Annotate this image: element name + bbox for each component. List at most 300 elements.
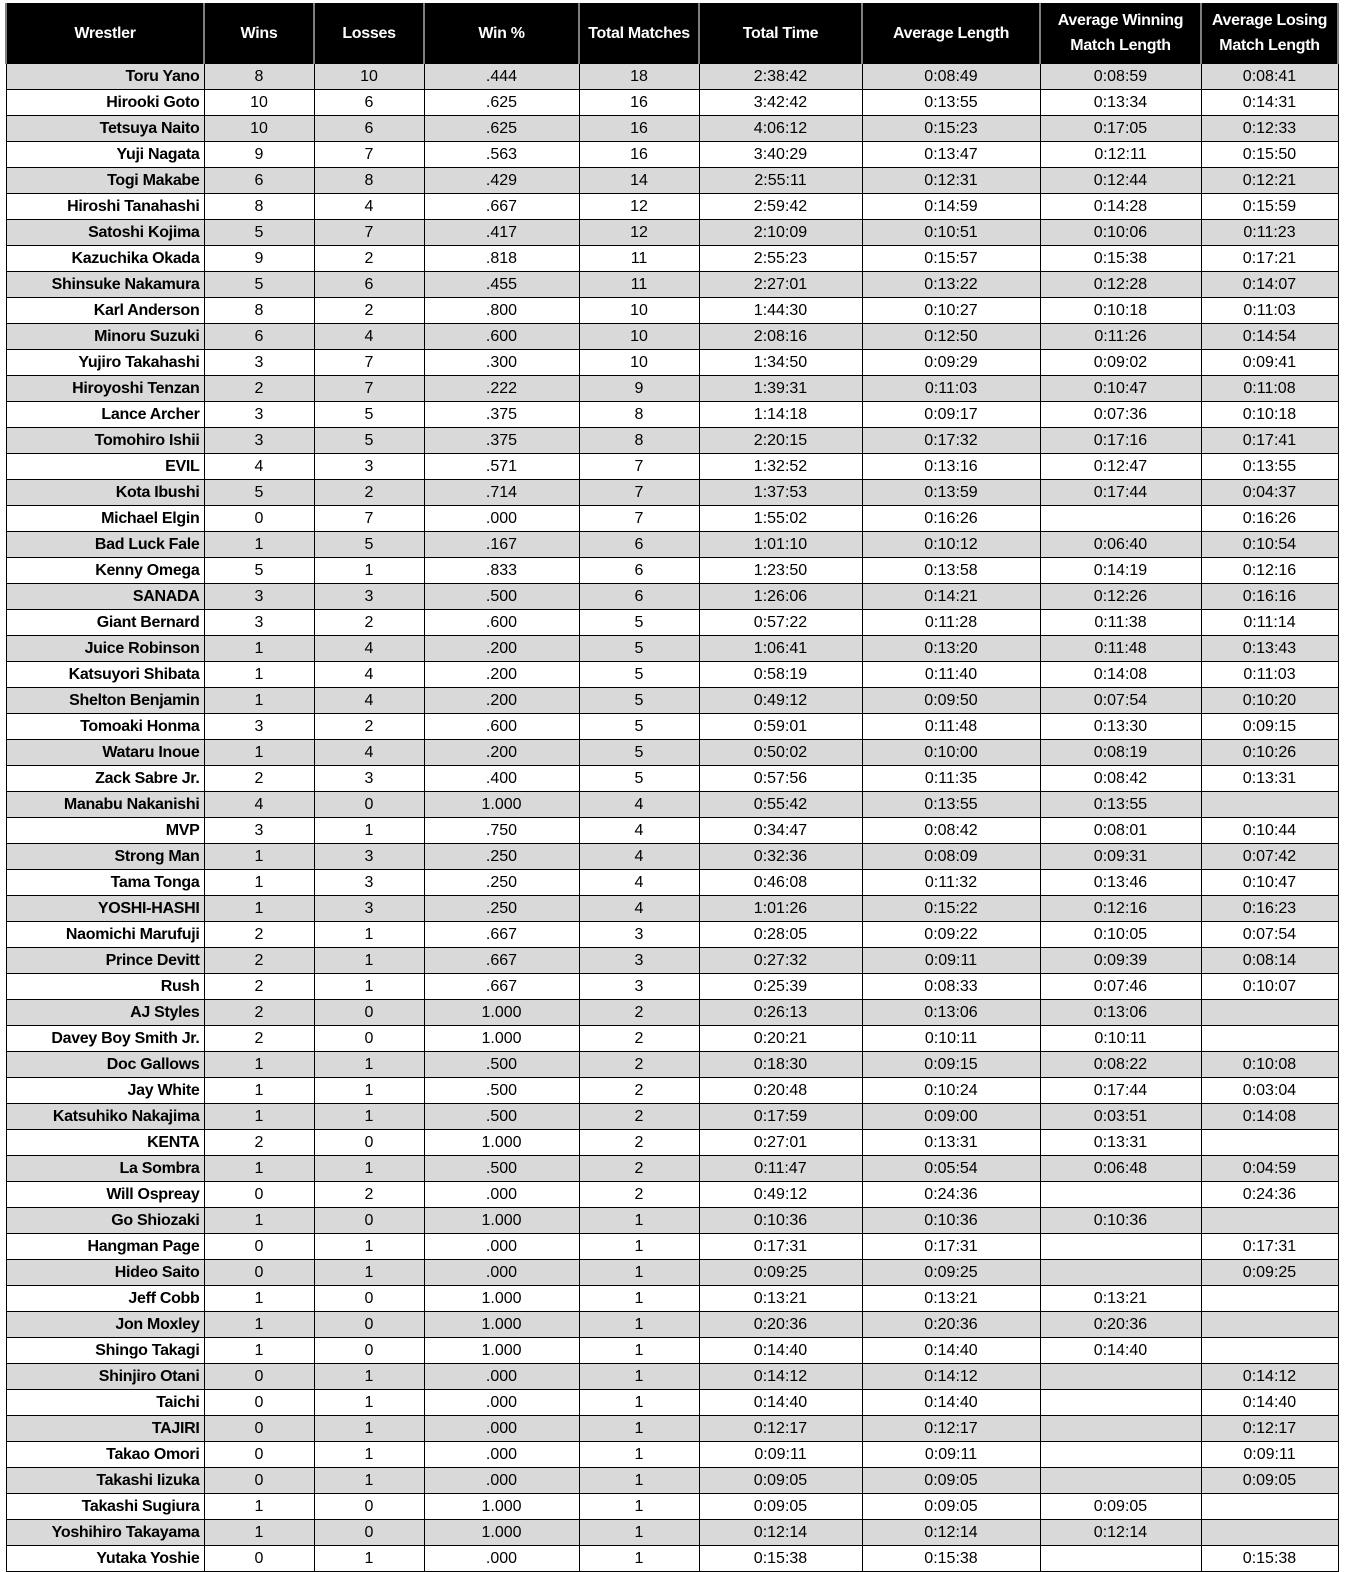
table-row <box>6 324 1338 350</box>
avg-losing-length-cell: 0:10:26 <box>1201 740 1338 766</box>
losses-cell: 1 <box>314 1234 424 1260</box>
avg-losing-length-cell: 0:13:43 <box>1201 636 1338 662</box>
average-length-cell: 0:11:35 <box>862 766 1040 792</box>
total-matches-cell: 2 <box>579 1156 699 1182</box>
total-time-cell: 0:17:31 <box>699 1234 862 1260</box>
wrestler-cell: Kenny Omega <box>6 558 204 584</box>
win-pct-cell: 1.000 <box>424 1130 579 1156</box>
total-time-cell: 0:18:30 <box>699 1052 862 1078</box>
wrestler-cell: Yuji Nagata <box>6 142 204 168</box>
total-time-cell: 0:57:22 <box>699 610 862 636</box>
total-time-cell: 0:32:36 <box>699 844 862 870</box>
total-matches-cell: 1 <box>579 1468 699 1494</box>
total-time-cell: 0:09:25 <box>699 1260 862 1286</box>
losses-cell: 10 <box>314 64 424 90</box>
table-row <box>6 116 1338 142</box>
avg-losing-length-cell: 0:11:14 <box>1201 610 1338 636</box>
win-pct-cell: .455 <box>424 272 579 298</box>
total-matches-cell: 16 <box>579 90 699 116</box>
wins-cell: 3 <box>204 610 314 636</box>
avg-winning-length-cell: 0:09:31 <box>1040 844 1201 870</box>
total-time-cell: 0:09:05 <box>699 1494 862 1520</box>
wrestler-cell: Takashi Sugiura <box>6 1494 204 1520</box>
avg-winning-length-cell: 0:13:31 <box>1040 1130 1201 1156</box>
total-matches-cell: 6 <box>579 558 699 584</box>
table-row <box>6 480 1338 506</box>
average-length-cell: 0:14:12 <box>862 1364 1040 1390</box>
table-row <box>6 1390 1338 1416</box>
wrestler-cell: Hirooki Goto <box>6 90 204 116</box>
average-length-cell: 0:09:22 <box>862 922 1040 948</box>
wins-cell: 6 <box>204 324 314 350</box>
avg-winning-length-cell: 0:13:06 <box>1040 1000 1201 1026</box>
avg-losing-length-cell: 0:15:50 <box>1201 142 1338 168</box>
total-matches-cell: 1 <box>579 1364 699 1390</box>
table-row <box>6 454 1338 480</box>
losses-cell: 0 <box>314 1338 424 1364</box>
wrestler-cell: Shelton Benjamin <box>6 688 204 714</box>
total-matches-cell: 1 <box>579 1416 699 1442</box>
table-row <box>6 1130 1338 1156</box>
losses-cell: 0 <box>314 1286 424 1312</box>
losses-cell: 6 <box>314 90 424 116</box>
average-length-cell: 0:13:47 <box>862 142 1040 168</box>
wrestler-cell: Davey Boy Smith Jr. <box>6 1026 204 1052</box>
total-time-cell: 1:01:26 <box>699 896 862 922</box>
losses-cell: 2 <box>314 480 424 506</box>
total-matches-cell: 3 <box>579 922 699 948</box>
win-pct-cell: .400 <box>424 766 579 792</box>
win-pct-cell: .500 <box>424 584 579 610</box>
total-matches-cell: 2 <box>579 1078 699 1104</box>
win-pct-cell: .500 <box>424 1078 579 1104</box>
losses-cell: 0 <box>314 1130 424 1156</box>
win-pct-cell: .571 <box>424 454 579 480</box>
total-time-cell: 1:44:30 <box>699 298 862 324</box>
wrestler-cell: Juice Robinson <box>6 636 204 662</box>
table-row <box>6 142 1338 168</box>
total-time-cell: 0:14:12 <box>699 1364 862 1390</box>
avg-losing-length-cell: 0:04:37 <box>1201 480 1338 506</box>
wrestler-cell: Will Ospreay <box>6 1182 204 1208</box>
wrestler-cell: Hiroyoshi Tenzan <box>6 376 204 402</box>
win-pct-cell: 1.000 <box>424 1494 579 1520</box>
avg-losing-length-cell: 0:07:54 <box>1201 922 1338 948</box>
total-time-cell: 0:55:42 <box>699 792 862 818</box>
wrestler-cell: KENTA <box>6 1130 204 1156</box>
average-length-cell: 0:13:06 <box>862 1000 1040 1026</box>
win-pct-cell: .200 <box>424 688 579 714</box>
table-row <box>6 558 1338 584</box>
wins-cell: 0 <box>204 1260 314 1286</box>
avg-winning-length-cell: 0:11:26 <box>1040 324 1201 350</box>
win-pct-cell: .000 <box>424 1468 579 1494</box>
losses-cell: 5 <box>314 402 424 428</box>
avg-winning-length-cell <box>1040 1234 1201 1260</box>
table-row <box>6 402 1338 428</box>
total-time-cell: 1:14:18 <box>699 402 862 428</box>
wins-cell: 1 <box>204 688 314 714</box>
wins-cell: 5 <box>204 480 314 506</box>
avg-losing-length-cell: 0:16:16 <box>1201 584 1338 610</box>
table-row <box>6 272 1338 298</box>
losses-cell: 7 <box>314 506 424 532</box>
average-length-cell: 0:10:51 <box>862 220 1040 246</box>
total-time-cell: 2:59:42 <box>699 194 862 220</box>
win-pct-cell: .000 <box>424 1260 579 1286</box>
avg-winning-length-cell: 0:17:44 <box>1040 1078 1201 1104</box>
avg-winning-length-cell: 0:10:18 <box>1040 298 1201 324</box>
avg-losing-length-cell <box>1201 1312 1338 1338</box>
avg-losing-length-cell: 0:16:23 <box>1201 896 1338 922</box>
table-row <box>6 350 1338 376</box>
header-average-length: Average Length <box>862 3 1040 64</box>
wrestler-cell: Go Shiozaki <box>6 1208 204 1234</box>
average-length-cell: 0:14:40 <box>862 1390 1040 1416</box>
average-length-cell: 0:13:31 <box>862 1130 1040 1156</box>
average-length-cell: 0:10:24 <box>862 1078 1040 1104</box>
average-length-cell: 0:09:25 <box>862 1260 1040 1286</box>
wins-cell: 2 <box>204 974 314 1000</box>
wrestler-cell: Shinjiro Otani <box>6 1364 204 1390</box>
wrestler-cell: Lance Archer <box>6 402 204 428</box>
win-pct-cell: .250 <box>424 870 579 896</box>
wins-cell: 3 <box>204 428 314 454</box>
total-time-cell: 1:01:10 <box>699 532 862 558</box>
table-row <box>6 298 1338 324</box>
avg-losing-length-cell: 0:10:18 <box>1201 402 1338 428</box>
total-time-cell: 1:32:52 <box>699 454 862 480</box>
table-row <box>6 1156 1338 1182</box>
average-length-cell: 0:12:31 <box>862 168 1040 194</box>
wins-cell: 2 <box>204 922 314 948</box>
win-pct-cell: 1.000 <box>424 1286 579 1312</box>
avg-winning-length-cell <box>1040 1364 1201 1390</box>
losses-cell: 2 <box>314 298 424 324</box>
avg-losing-length-cell <box>1201 1130 1338 1156</box>
total-matches-cell: 1 <box>579 1234 699 1260</box>
win-pct-cell: .000 <box>424 506 579 532</box>
wins-cell: 3 <box>204 818 314 844</box>
table-row <box>6 1234 1338 1260</box>
total-matches-cell: 3 <box>579 948 699 974</box>
avg-losing-length-cell: 0:14:31 <box>1201 90 1338 116</box>
wrestler-cell: SANADA <box>6 584 204 610</box>
total-time-cell: 0:09:05 <box>699 1468 862 1494</box>
total-matches-cell: 4 <box>579 792 699 818</box>
losses-cell: 2 <box>314 246 424 272</box>
avg-losing-length-cell: 0:08:14 <box>1201 948 1338 974</box>
total-matches-cell: 16 <box>579 142 699 168</box>
table-row <box>6 740 1338 766</box>
total-matches-cell: 8 <box>579 428 699 454</box>
avg-losing-length-cell: 0:10:08 <box>1201 1052 1338 1078</box>
win-pct-cell: .000 <box>424 1364 579 1390</box>
win-pct-cell: .250 <box>424 844 579 870</box>
total-time-cell: 0:46:08 <box>699 870 862 896</box>
total-time-cell: 1:37:53 <box>699 480 862 506</box>
average-length-cell: 0:10:27 <box>862 298 1040 324</box>
total-time-cell: 0:59:01 <box>699 714 862 740</box>
win-pct-cell: .714 <box>424 480 579 506</box>
wrestler-cell: TAJIRI <box>6 1416 204 1442</box>
total-time-cell: 0:49:12 <box>699 688 862 714</box>
total-matches-cell: 8 <box>579 402 699 428</box>
losses-cell: 7 <box>314 220 424 246</box>
losses-cell: 2 <box>314 1182 424 1208</box>
table-row <box>6 844 1338 870</box>
table-row <box>6 506 1338 532</box>
losses-cell: 1 <box>314 1364 424 1390</box>
win-pct-cell: 1.000 <box>424 1026 579 1052</box>
losses-cell: 3 <box>314 454 424 480</box>
total-matches-cell: 6 <box>579 584 699 610</box>
average-length-cell: 0:14:59 <box>862 194 1040 220</box>
avg-losing-length-cell: 0:12:33 <box>1201 116 1338 142</box>
wrestler-cell: Toru Yano <box>6 64 204 90</box>
avg-losing-length-cell: 0:03:04 <box>1201 1078 1338 1104</box>
win-pct-cell: .000 <box>424 1234 579 1260</box>
win-pct-cell: .750 <box>424 818 579 844</box>
table-row <box>6 1104 1338 1130</box>
wrestler-cell: Jay White <box>6 1078 204 1104</box>
avg-winning-length-cell: 0:14:19 <box>1040 558 1201 584</box>
win-pct-cell: .000 <box>424 1390 579 1416</box>
losses-cell: 0 <box>314 1494 424 1520</box>
avg-losing-length-cell <box>1201 792 1338 818</box>
losses-cell: 7 <box>314 376 424 402</box>
total-time-cell: 4:06:12 <box>699 116 862 142</box>
total-matches-cell: 6 <box>579 532 699 558</box>
wins-cell: 0 <box>204 1364 314 1390</box>
win-pct-cell: .200 <box>424 740 579 766</box>
wins-cell: 2 <box>204 1026 314 1052</box>
total-matches-cell: 2 <box>579 1130 699 1156</box>
wins-cell: 1 <box>204 1156 314 1182</box>
total-matches-cell: 4 <box>579 870 699 896</box>
total-matches-cell: 1 <box>579 1390 699 1416</box>
wins-cell: 8 <box>204 64 314 90</box>
avg-losing-length-cell: 0:15:38 <box>1201 1546 1338 1572</box>
wrestler-cell: Michael Elgin <box>6 506 204 532</box>
wins-cell: 1 <box>204 1286 314 1312</box>
total-time-cell: 0:27:01 <box>699 1130 862 1156</box>
wrestler-cell: Zack Sabre Jr. <box>6 766 204 792</box>
avg-winning-length-cell: 0:08:59 <box>1040 64 1201 90</box>
losses-cell: 1 <box>314 818 424 844</box>
average-length-cell: 0:11:48 <box>862 714 1040 740</box>
wins-cell: 1 <box>204 896 314 922</box>
win-pct-cell: .250 <box>424 896 579 922</box>
total-matches-cell: 16 <box>579 116 699 142</box>
total-time-cell: 0:20:48 <box>699 1078 862 1104</box>
total-time-cell: 2:55:11 <box>699 168 862 194</box>
wrestler-cell: Kota Ibushi <box>6 480 204 506</box>
average-length-cell: 0:13:21 <box>862 1286 1040 1312</box>
avg-winning-length-cell <box>1040 1468 1201 1494</box>
losses-cell: 1 <box>314 974 424 1000</box>
wins-cell: 2 <box>204 948 314 974</box>
total-time-cell: 0:09:11 <box>699 1442 862 1468</box>
wins-cell: 1 <box>204 532 314 558</box>
table-row <box>6 1338 1338 1364</box>
table-row <box>6 948 1338 974</box>
wins-cell: 1 <box>204 1052 314 1078</box>
header-total-matches: Total Matches <box>579 3 699 64</box>
win-pct-cell: .300 <box>424 350 579 376</box>
wins-cell: 1 <box>204 1208 314 1234</box>
wrestler-cell: YOSHI-HASHI <box>6 896 204 922</box>
average-length-cell: 0:08:49 <box>862 64 1040 90</box>
total-matches-cell: 11 <box>579 272 699 298</box>
avg-losing-length-cell: 0:13:55 <box>1201 454 1338 480</box>
total-time-cell: 1:23:50 <box>699 558 862 584</box>
avg-losing-length-cell <box>1201 1000 1338 1026</box>
wins-cell: 2 <box>204 766 314 792</box>
avg-winning-length-cell: 0:15:38 <box>1040 246 1201 272</box>
avg-winning-length-cell: 0:08:22 <box>1040 1052 1201 1078</box>
average-length-cell: 0:17:32 <box>862 428 1040 454</box>
wrestler-cell: Bad Luck Fale <box>6 532 204 558</box>
table-row <box>6 246 1338 272</box>
losses-cell: 1 <box>314 1260 424 1286</box>
table-row <box>6 766 1338 792</box>
average-length-cell: 0:13:59 <box>862 480 1040 506</box>
total-time-cell: 0:27:32 <box>699 948 862 974</box>
total-time-cell: 0:13:21 <box>699 1286 862 1312</box>
wrestler-cell: Kazuchika Okada <box>6 246 204 272</box>
table-row <box>6 1494 1338 1520</box>
avg-losing-length-cell: 0:10:54 <box>1201 532 1338 558</box>
average-length-cell: 0:13:22 <box>862 272 1040 298</box>
avg-losing-length-cell: 0:11:08 <box>1201 376 1338 402</box>
win-pct-cell: .667 <box>424 922 579 948</box>
avg-losing-length-cell: 0:13:31 <box>1201 766 1338 792</box>
avg-losing-length-cell: 0:09:15 <box>1201 714 1338 740</box>
losses-cell: 1 <box>314 948 424 974</box>
table-row <box>6 1364 1338 1390</box>
wins-cell: 10 <box>204 90 314 116</box>
losses-cell: 4 <box>314 740 424 766</box>
avg-losing-length-cell: 0:11:23 <box>1201 220 1338 246</box>
losses-cell: 1 <box>314 1156 424 1182</box>
average-length-cell: 0:14:40 <box>862 1338 1040 1364</box>
avg-losing-length-cell: 0:16:26 <box>1201 506 1338 532</box>
total-time-cell: 0:14:40 <box>699 1338 862 1364</box>
total-time-cell: 0:20:36 <box>699 1312 862 1338</box>
wrestler-cell: Yujiro Takahashi <box>6 350 204 376</box>
avg-winning-length-cell: 0:14:40 <box>1040 1338 1201 1364</box>
table-row <box>6 1312 1338 1338</box>
average-length-cell: 0:13:58 <box>862 558 1040 584</box>
avg-winning-length-cell <box>1040 1546 1201 1572</box>
losses-cell: 1 <box>314 1078 424 1104</box>
avg-winning-length-cell <box>1040 1260 1201 1286</box>
avg-losing-length-cell: 0:09:41 <box>1201 350 1338 376</box>
table-body <box>6 64 1338 1572</box>
average-length-cell: 0:11:32 <box>862 870 1040 896</box>
average-length-cell: 0:15:38 <box>862 1546 1040 1572</box>
wins-cell: 0 <box>204 1416 314 1442</box>
avg-winning-length-cell: 0:09:39 <box>1040 948 1201 974</box>
losses-cell: 1 <box>314 1442 424 1468</box>
wrestler-cell: Shinsuke Nakamura <box>6 272 204 298</box>
average-length-cell: 0:08:09 <box>862 844 1040 870</box>
average-length-cell: 0:09:11 <box>862 948 1040 974</box>
losses-cell: 4 <box>314 636 424 662</box>
wrestler-cell: Rush <box>6 974 204 1000</box>
table-row <box>6 532 1338 558</box>
average-length-cell: 0:24:36 <box>862 1182 1040 1208</box>
win-pct-cell: .000 <box>424 1416 579 1442</box>
win-pct-cell: .417 <box>424 220 579 246</box>
total-time-cell: 1:06:41 <box>699 636 862 662</box>
wrestler-cell: EVIL <box>6 454 204 480</box>
avg-winning-length-cell: 0:13:46 <box>1040 870 1201 896</box>
total-matches-cell: 5 <box>579 610 699 636</box>
win-pct-cell: 1.000 <box>424 1312 579 1338</box>
total-time-cell: 2:10:09 <box>699 220 862 246</box>
avg-losing-length-cell: 0:17:31 <box>1201 1234 1338 1260</box>
total-matches-cell: 1 <box>579 1338 699 1364</box>
avg-winning-length-cell: 0:06:40 <box>1040 532 1201 558</box>
avg-losing-length-cell: 0:10:20 <box>1201 688 1338 714</box>
avg-losing-length-cell: 0:17:41 <box>1201 428 1338 454</box>
header-losses: Losses <box>314 3 424 64</box>
table-row <box>6 1546 1338 1572</box>
wins-cell: 0 <box>204 1546 314 1572</box>
total-time-cell: 0:26:13 <box>699 1000 862 1026</box>
total-matches-cell: 1 <box>579 1312 699 1338</box>
win-pct-cell: .222 <box>424 376 579 402</box>
total-matches-cell: 1 <box>579 1442 699 1468</box>
wins-cell: 2 <box>204 1130 314 1156</box>
wins-cell: 3 <box>204 584 314 610</box>
avg-winning-length-cell <box>1040 506 1201 532</box>
header-avg-winning-length: Average Winning Match Length <box>1040 3 1201 64</box>
avg-losing-length-cell: 0:08:41 <box>1201 64 1338 90</box>
total-matches-cell: 1 <box>579 1520 699 1546</box>
win-pct-cell: .600 <box>424 610 579 636</box>
avg-winning-length-cell: 0:12:11 <box>1040 142 1201 168</box>
header-row <box>6 3 1338 64</box>
avg-losing-length-cell: 0:14:40 <box>1201 1390 1338 1416</box>
losses-cell: 3 <box>314 844 424 870</box>
avg-winning-length-cell: 0:12:16 <box>1040 896 1201 922</box>
losses-cell: 1 <box>314 1390 424 1416</box>
wins-cell: 1 <box>204 1104 314 1130</box>
win-pct-cell: .667 <box>424 974 579 1000</box>
header-win-pct: Win % <box>424 3 579 64</box>
avg-winning-length-cell: 0:10:06 <box>1040 220 1201 246</box>
win-pct-cell: .429 <box>424 168 579 194</box>
average-length-cell: 0:20:36 <box>862 1312 1040 1338</box>
wrestler-cell: Minoru Suzuki <box>6 324 204 350</box>
total-time-cell: 1:26:06 <box>699 584 862 610</box>
wins-cell: 0 <box>204 1234 314 1260</box>
avg-winning-length-cell: 0:10:05 <box>1040 922 1201 948</box>
losses-cell: 3 <box>314 870 424 896</box>
table-row <box>6 168 1338 194</box>
total-matches-cell: 5 <box>579 740 699 766</box>
avg-winning-length-cell: 0:12:47 <box>1040 454 1201 480</box>
wins-cell: 1 <box>204 740 314 766</box>
wins-cell: 9 <box>204 246 314 272</box>
wins-cell: 3 <box>204 402 314 428</box>
header-wins: Wins <box>204 3 314 64</box>
wins-cell: 10 <box>204 116 314 142</box>
total-time-cell: 1:55:02 <box>699 506 862 532</box>
